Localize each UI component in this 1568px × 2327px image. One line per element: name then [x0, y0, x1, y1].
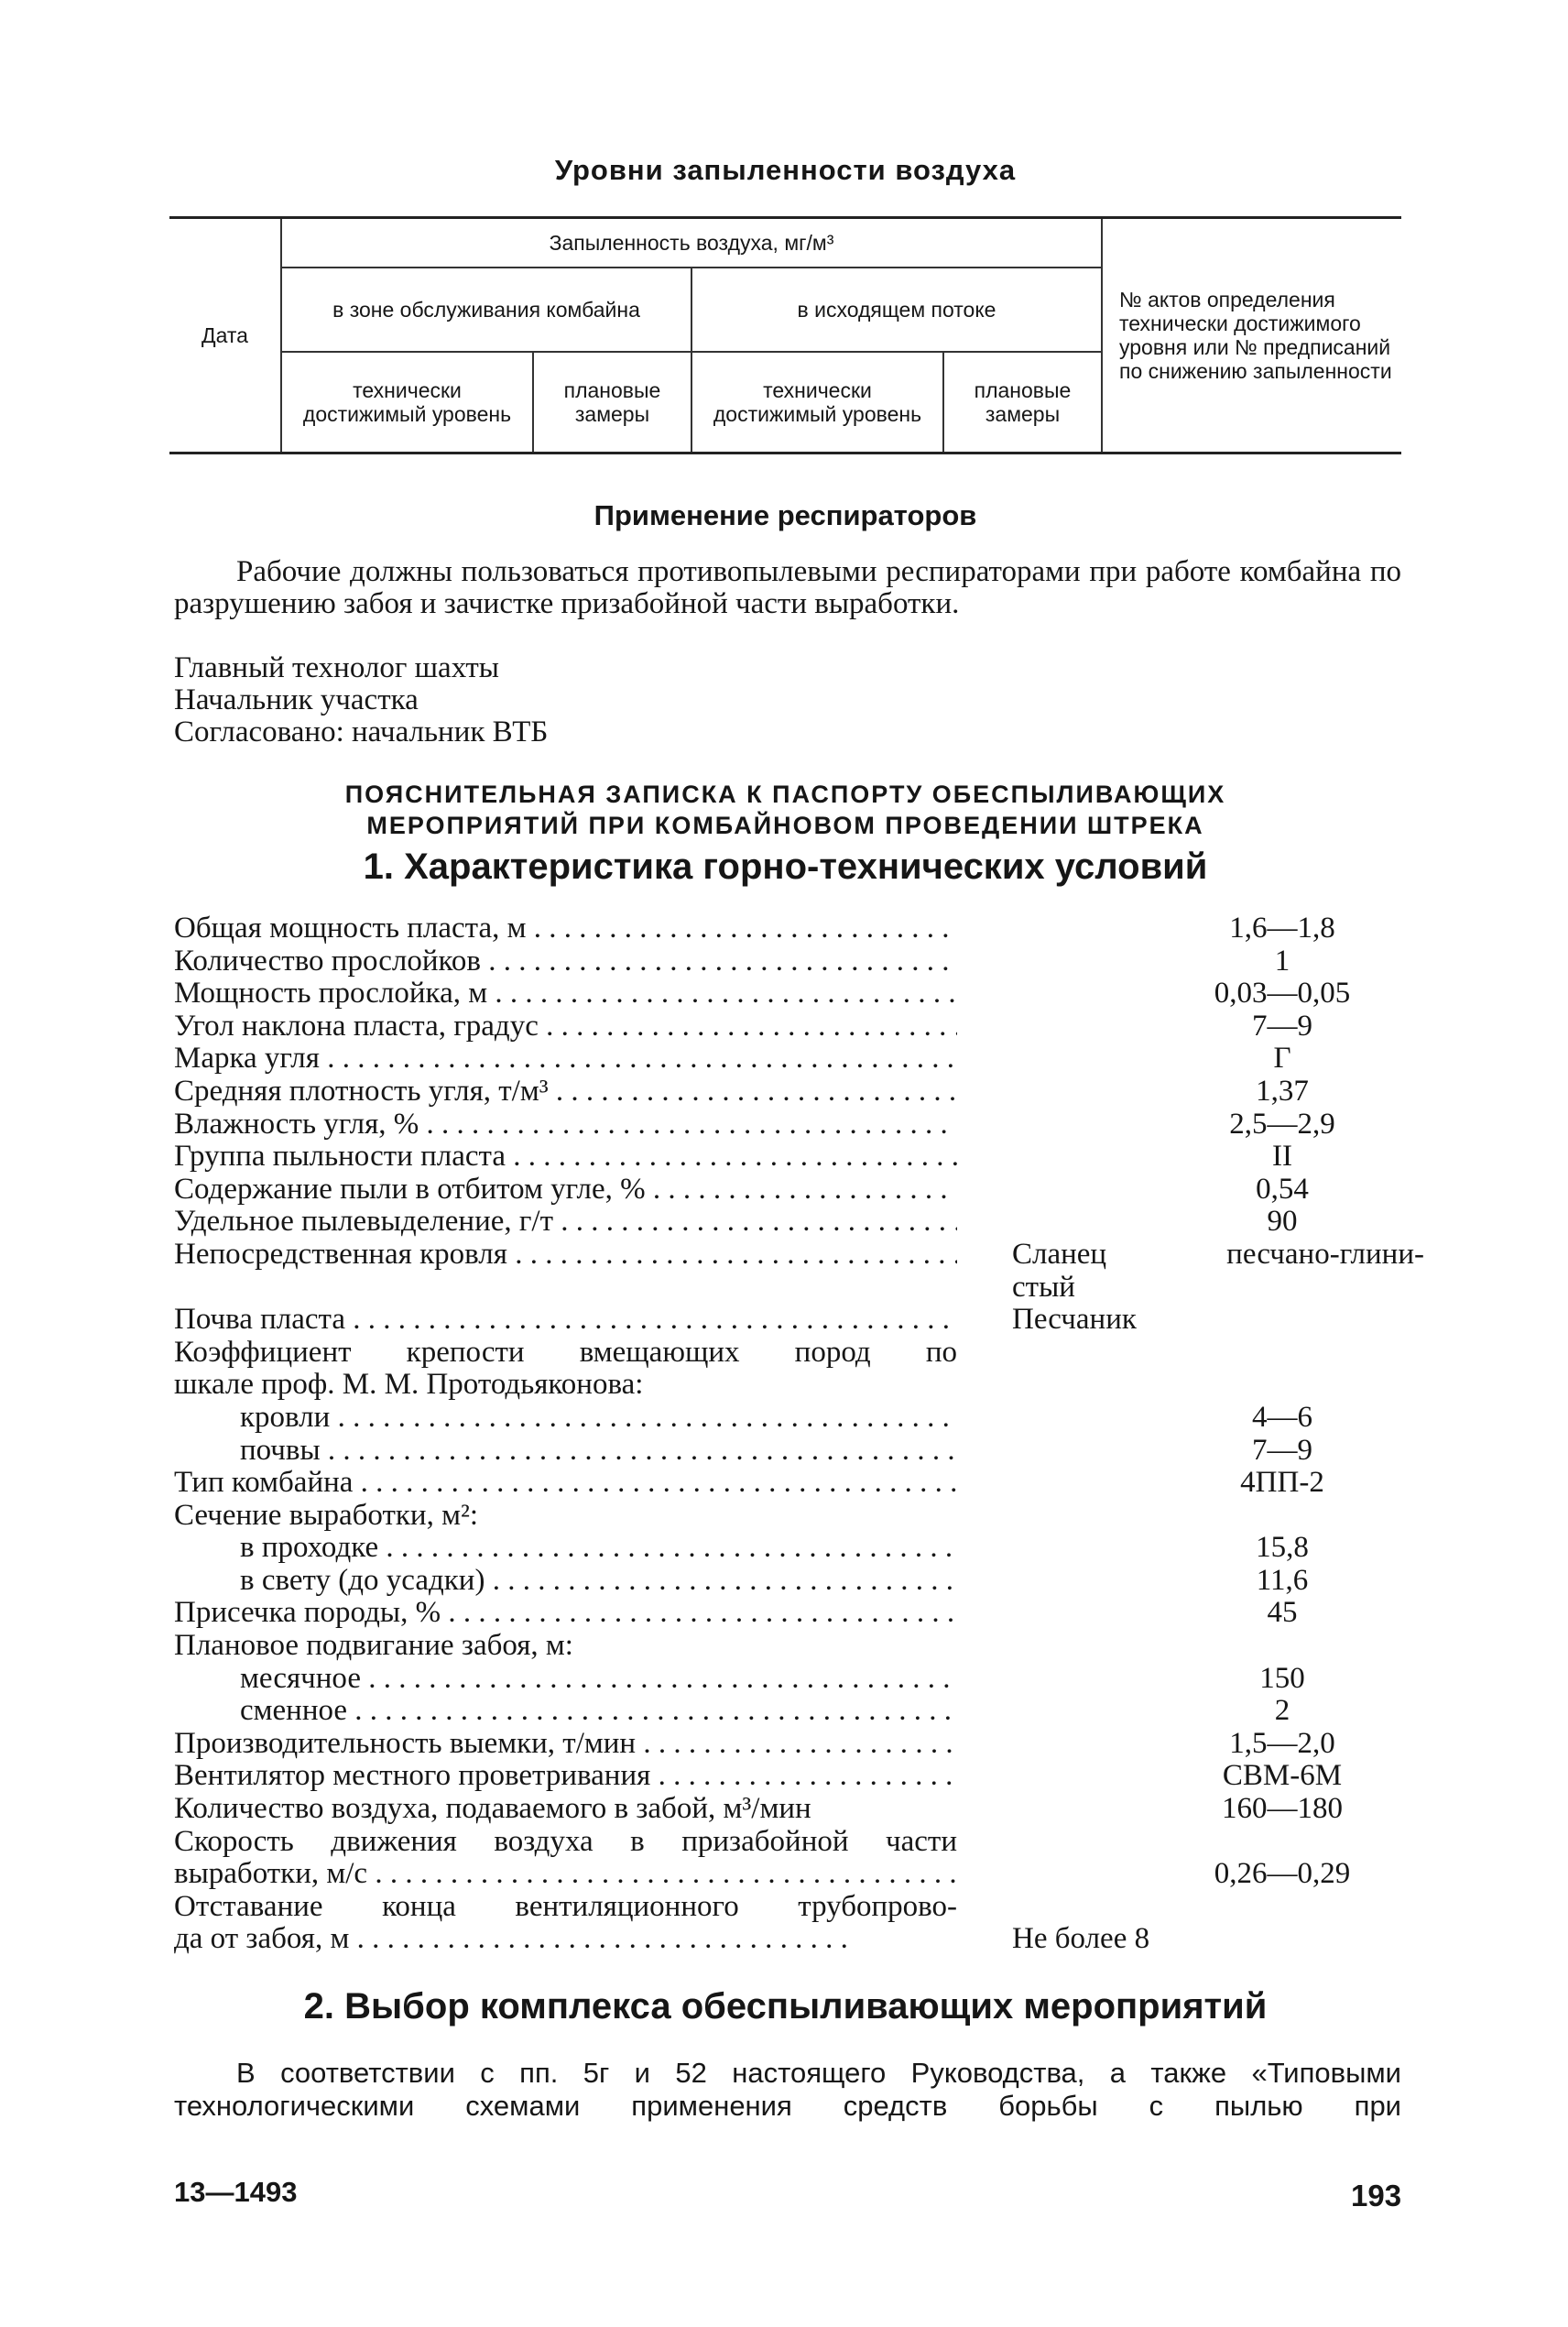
property-row: Вентилятор местного проветривания . . . СВМ-6М: [174, 1760, 1420, 1793]
dust-levels-table: [169, 216, 1401, 454]
signature-line: Согласовано: начальник ВТБ: [174, 716, 549, 748]
property-row: Количество прослойков . . . 1: [174, 945, 1420, 978]
respirators-heading: Применение респираторов: [593, 499, 977, 531]
property-row: в проходке . . . 15,8: [174, 1532, 1420, 1565]
property-row: Мощность прослойка, м . . . 0,03—0,05: [174, 978, 1420, 1011]
respirators-paragraph: [174, 556, 1401, 620]
property-row: Количество воздуха, подаваемого в забой, м³/мин 160—180: [174, 1792, 1343, 1826]
property-row: Присечка породы, % . . . 45: [174, 1597, 1420, 1630]
table-title: Уровни запыленности воздуха: [554, 154, 1017, 186]
explanatory-note-title: ПОЯСНИТЕЛЬНАЯ ЗАПИСКА К ПАСПОРТУ ОБЕСПЫЛИВАЮЩИХ МЕРОПРИЯТИЙ ПРИ КОМБАЙНОВОМ ПРОВЕДЕНИИ ШТРЕКА: [344, 781, 1226, 839]
zone-tech-level-header: технически достижимый уровень: [281, 352, 533, 453]
section-1-title: 1. Характеристика горно-технических условий: [363, 847, 1208, 887]
signature-line: Главный технолог шахты: [174, 651, 499, 684]
signature-line: Начальник участка: [174, 683, 419, 716]
property-row: Скорость движения воздуха в призабойной части: [174, 1825, 957, 1858]
property-row: Средняя плотность угля, т/м³ . . . 1,37: [174, 1076, 1420, 1109]
property-row: Удельное пылевыделение, г/т . . . 90: [174, 1206, 1420, 1239]
dust-header: Запыленность воздуха, мг/м³: [281, 218, 1102, 268]
property-row: стый: [1012, 1270, 1075, 1304]
property-row: сменное . . . 2: [174, 1695, 1420, 1728]
property-row: Группа пыльности пласта . . . II: [174, 1141, 1420, 1174]
property-row: Влажность угля, % . . . 2,5—2,9: [174, 1109, 1420, 1142]
property-row: Сечение выработки, м²:: [174, 1499, 479, 1532]
outflow-header: в исходящем потоке: [691, 268, 1102, 352]
property-row: Коэффициент крепости вмещающих пород по: [174, 1336, 957, 1369]
acts-header: № актов определения технически достижимого уровня или № предписаний по снижению запыленности: [1102, 218, 1401, 453]
property-row: почвы . . . 7—9: [174, 1435, 1420, 1468]
property-row: Отставание конца вентиляционного трубопрово-: [174, 1890, 957, 1923]
properties-list: [174, 912, 1424, 1956]
property-row: Марка угля . . . Г: [174, 1043, 1420, 1076]
section-2-title: 2. Выбор комплекса обеспыливающих мероприятий: [303, 1986, 1268, 2027]
page-number: 193: [1351, 2179, 1402, 2212]
property-row: Производительность выемки, т/мин . . . 1,5—2,0: [174, 1728, 1420, 1761]
property-row: шкале проф. М. М. Протодьяконова:: [174, 1369, 644, 1402]
zone-header: в зоне обслуживания комбайна: [281, 268, 691, 352]
outflow-planned-header: плановые замеры: [943, 352, 1102, 453]
property-row: Почва пласта . . . Песчаник: [174, 1304, 1420, 1337]
property-row: Плановое подвигание забоя, м:: [174, 1630, 573, 1663]
date-header: Дата: [169, 218, 281, 453]
property-row: кровли . . . 4—6: [174, 1402, 1420, 1435]
property-row: месячное . . . 150: [174, 1663, 1420, 1696]
property-row: Общая мощность пласта, м . . . 1,6—1,8: [174, 912, 1420, 945]
property-row: выработки, м/с . . . 0,26—0,29: [174, 1858, 1420, 1891]
property-row: Содержание пыли в отбитом угле, % . . . 0,54: [174, 1174, 1420, 1207]
section-2-paragraph: В соответствии с пп. 5г и 52 настоящего Руководства, а также «Типовыми технологическими схемами применения средств борьбы с пылью при: [174, 2057, 1401, 2122]
zone-planned-header: плановые замеры: [533, 352, 691, 453]
property-row: в свету (до усадки) . . . 11,6: [174, 1565, 1420, 1598]
property-row: Угол наклона пласта, градус . . . 7—9: [174, 1011, 1420, 1043]
property-row: Непосредственная кровля . . . Сланец песчано-глини-: [174, 1239, 1420, 1272]
respirators-text: Рабочие должны пользоваться противопылевыми респираторами при работе комбайна по разрушению забоя и зачистке призабойной части выработки.: [174, 555, 1401, 620]
outflow-tech-level-header: технически достижимый уровень: [691, 352, 943, 453]
property-row: Тип комбайна . . . 4ПП-2: [174, 1467, 1420, 1500]
property-row: да от забоя, м . . . Не более 8: [174, 1923, 1420, 1956]
printer-signature: 13—1493: [174, 2176, 298, 2208]
